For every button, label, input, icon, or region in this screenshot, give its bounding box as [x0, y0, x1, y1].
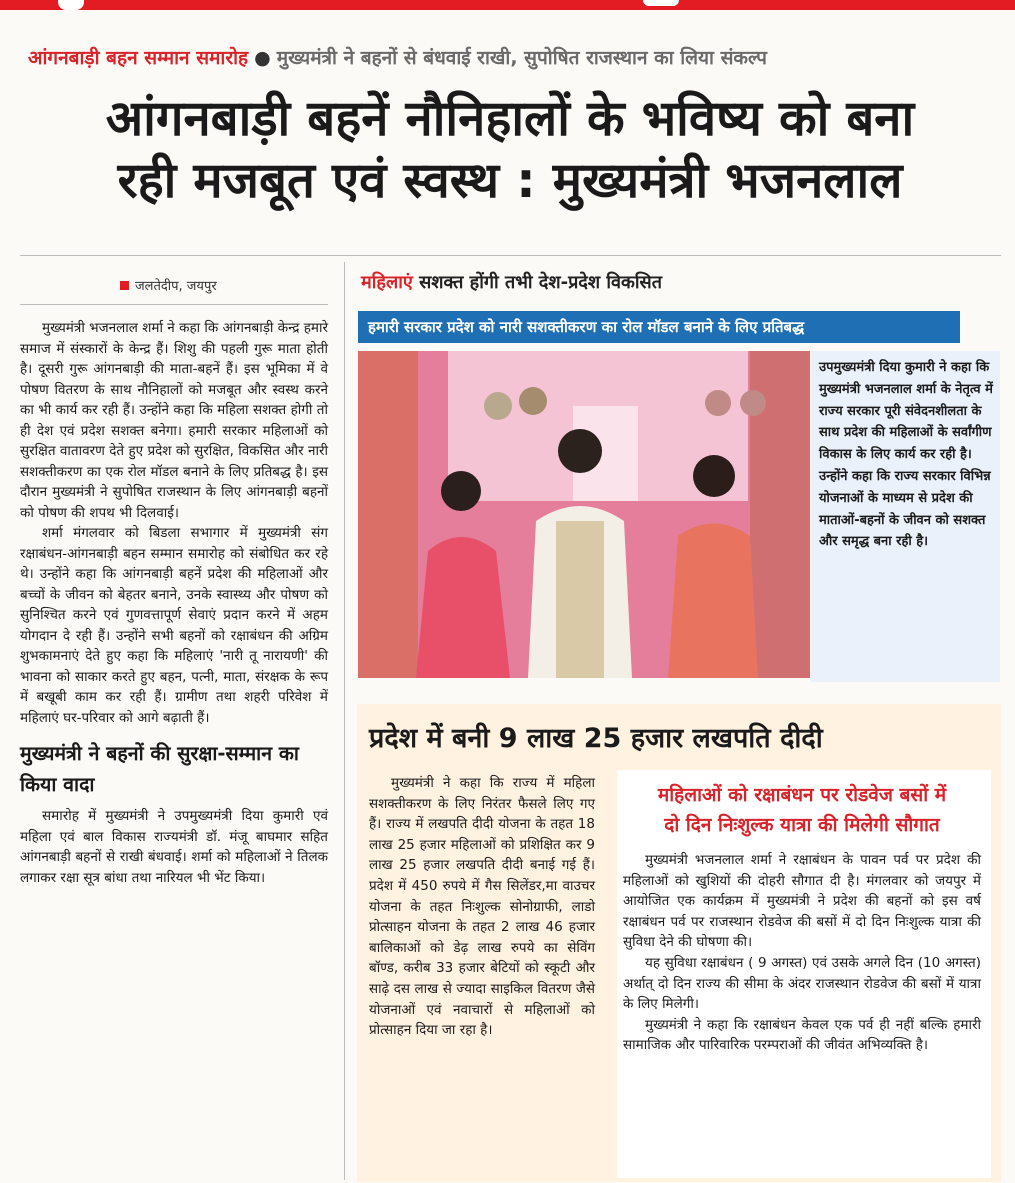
byline-rule [20, 304, 328, 305]
photo-subheading-rest: सशक्त होंगी तभी देश-प्रदेश विकसित [419, 272, 662, 293]
blue-strap: हमारी सरकार प्रदेश को नारी सशक्तीकरण का रोल मॉडल बनाने के लिए प्रतिबद्ध [358, 311, 960, 343]
roadways-heading [623, 780, 981, 840]
kicker-text: मुख्यमंत्री ने बहनों से बंधवाई राखी, सुपोषित राजस्थान का लिया संकल्प [276, 47, 767, 69]
masthead-notch [58, 0, 84, 10]
photo-banner-portrait-2 [519, 387, 547, 415]
photo-banner-portrait-3 [705, 390, 731, 416]
photo-person-center-stole [556, 521, 604, 678]
article-subheading: मुख्यमंत्री ने बहनों की सुरक्षा-सम्मान का किया वादा [20, 742, 299, 796]
photo-banner-portrait-4 [740, 390, 766, 416]
byline-square-icon [120, 281, 129, 290]
lakhpati-body [369, 773, 595, 1041]
deputy-cm-quote-box: उपमुख्यमंत्री दिया कुमारी ने कहा कि मुख्यमंत्री भजनलाल शर्मा के नेतृत्व में राज्य सरकार पूरी संवेदनशीलता के साथ प्रदेश की महिलाओं के सर्वांगीण विकास के लिए कार्य कर रही है। उन्होंने कहा कि राज्य सरकार विभिन्न योजनाओं के माध्यम से प्रदेश की माताओं-बहनों के जीवन को सशक्त और समृद्ध बना रही है। [811, 351, 1000, 682]
photo-person-right-body [668, 524, 758, 679]
byline [120, 276, 217, 294]
photo-person-center-head [558, 429, 602, 473]
main-headline [20, 88, 1000, 212]
masthead-mark [643, 0, 679, 6]
kicker-line [28, 44, 1003, 76]
roadways-paragraph-3: मुख्यमंत्री ने कहा कि रक्षाबंधन केवल एक पर्व ही नहीं बल्कि हमारी सामाजिक और पारिवारिक परम्पराओं की जीवंत अभिव्यक्ति है। [623, 1016, 981, 1054]
headline-line-2: रही मजबूत एवं स्वस्थ : मुख्यमंत्री भजनलाल [117, 152, 903, 209]
article-paragraph-2: शर्मा मंगलवार को बिडला सभागार में मुख्यमंत्री संग रक्षाबंधन-आंगनबाड़ी बहन सम्मान समारोह को संबोधित कर रहे थे। उन्होंने कहा कि आंगनबाड़ी बहनें प्रदेश की महिलाओं और बच्चों के जीवन को बेहतर बनाने, उनके स्वास्थ्य और पोषण को सुनिश्चित करने एवं गुणवत्तापूर्ण सेवाएं प्रदान करने में अहम योगदान दे रही हैं। उन्होंने सभी बहनों को रक्षाबंधन की अग्रिम शुभकामनाएं देते हुए कहा कि महिलाएं 'नारी तू नारायणी' की भावना को साकार करते हुए बहन, पत्नी, माता, संरक्षक के रूप में बखूबी काम कर रही हैं। ग्रामीण तथा शहरी परिवेश में महिलाएं घर-परिवार को आगे बढ़ाती हैं। [20, 525, 328, 726]
event-photo-illustration [358, 351, 810, 678]
lakhpati-heading: प्रदेश में बनी 9 लाख 25 हजार लखपति दीदी [369, 723, 823, 754]
photo-subheading [361, 270, 1001, 294]
photo-banner-portrait-1 [484, 392, 512, 420]
article-paragraph-3: समारोह में मुख्यमंत्री ने उपमुख्यमंत्री दिया कुमारी एवं महिला एवं बाल विकास राज्यमंत्री डॉ. मंजू बाघमार सहित आंगनबाड़ी बहनों से राखी बंधवाई। शर्मा को महिलाओं ने तिलक लगाकर रक्षा सूत्र बांधा तथा नारियल भी भेंट किया। [20, 808, 328, 886]
kicker-label: आंगनबाड़ी बहन सम्मान समारोह [28, 47, 249, 69]
left-article-column [20, 318, 328, 888]
photo-person-left-body [416, 537, 510, 678]
roadways-paragraph-2: यह सुविधा रक्षाबंधन ( 9 अगस्त) एवं उसके अगले दिन (10 अगस्त) अर्थात् दो दिन राज्य की सीमा के अंदर राजस्थान रोडवेज की बसों में यात्रा के लिए मिलेगी। [623, 954, 981, 1013]
roadways-heading-line-1: महिलाओं को रक्षाबंधन पर रोडवेज बसों में [657, 784, 947, 806]
top-red-bar [0, 0, 1015, 10]
byline-text: जलतेदीप, जयपुर [135, 279, 217, 294]
lakhpati-paragraph: मुख्यमंत्री ने कहा कि राज्य में महिला सशक्तीकरण के लिए निरंतर फैसले लिए गए हैं। राज्य में लखपति दीदी योजना के तहत 18 लाख 25 हजार महिलाओं को प्रशिक्षित कर 9 लाख 25 हजार लखपति दीदी बनाई गई हैं। प्रदेश में 450 रुपये में गैस सिलेंडर,मा वाउचर योजना के तहत निःशुल्क सोनोग्राफी, लाडो प्रोत्साहन योजना के तहत 2 लाख 46 हजार बालिकाओं को डेढ़ लाख रुपये का सेविंग बॉण्ड, करीब 33 हजार बेटियों को स्कूटी और साढ़े दस लाख से ज्यादा साइकिल वितरण जैसे योजनाओं एवं नवाचारों से महिलाओं को प्रोत्साहन दिया जा रहा है। [369, 775, 595, 1039]
headline-divider [20, 255, 1001, 256]
roadways-box [617, 770, 991, 1178]
event-photo [358, 351, 810, 678]
column-divider [344, 262, 345, 1180]
headline-line-1: आंगनबाड़ी बहनें नौनिहालों के भविष्य को बना [105, 90, 915, 147]
roadways-text [623, 850, 981, 1056]
article-paragraph-1: मुख्यमंत्री भजनलाल शर्मा ने कहा कि आंगनबाड़ी केन्द्र हमारे समाज में संस्कारों के केन्द्र हैं। शिशु की पहली गुरू माता होती है। दूसरी गुरू आंगनबाड़ी की माता-बहनें हैं। इस भूमिका में वे पोषण वितरण के साथ नौनिहालों को मजबूत और स्वस्थ करने का भी कार्य कर रही हैं। उन्होंने कहा कि महिला सशक्त होगी तो ही देश एवं प्रदेश सशक्त बनेगा। हमारी सरकार महिलाओं को सुरक्षित वातावरण देते हुए प्रदेश को सुरक्षित, विकसित और नारी सशक्तीकरण का एक रोल मॉडल बनाने के लिए प्रतिबद्ध है। इस दौरान मुख्यमंत्री ने सुपोषित राजस्थान के लिए आंगनबाड़ी बहनों को पोषण की शपथ भी दिलवाई। [20, 320, 328, 521]
photo-left-fabric [358, 351, 418, 678]
roadways-paragraph-1: मुख्यमंत्री भजनलाल शर्मा ने रक्षाबंधन के पावन पर्व पर प्रदेश की महिलाओं को खुशियों की दोहरी सौगात दी है। मंगलवार को जयपुर में आयोजित एक कार्यक्रम में मुख्यमंत्री ने प्रदेश की बहनों को इस वर्ष रक्षाबंधन पर्व पर राजस्थान रोडवेज की बसों में दो दिन निःशुल्क यात्रा की सुविधा देने की घोषणा की। [623, 852, 981, 951]
photo-person-right-head [693, 455, 735, 497]
kicker-bullet: ● [254, 47, 271, 69]
photo-person-left-head [441, 471, 481, 511]
photo-subheading-red: महिलाएं [361, 272, 413, 293]
roadways-heading-line-2: दो दिन निःशुल्क यात्रा की मिलेगी सौगात [664, 814, 940, 836]
